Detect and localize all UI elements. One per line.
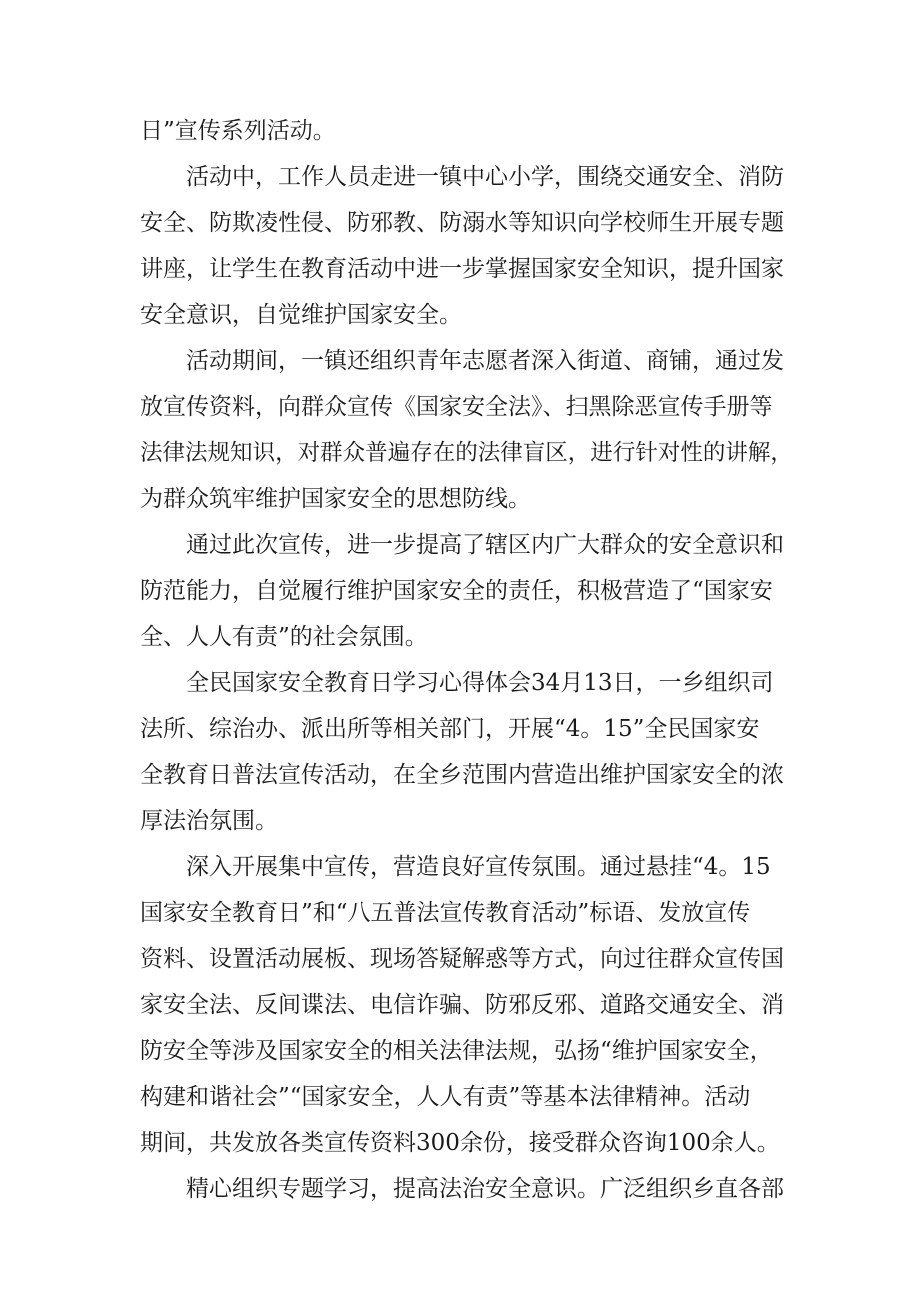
text-line: 资料、设置活动展板、现场答疑解惑等方式，向过往群众宣传国 [140, 946, 784, 972]
paragraph-start-line: 活动中，工作人员走进一镇中心小学，围绕交通安全、消防 [186, 164, 784, 190]
text-line: 全、人人有责”的社会氛围。 [140, 624, 428, 650]
text-line: 讲座，让学生在教育活动中进一步掌握国家安全知识，提升国家 [140, 256, 784, 282]
paragraph-start-line: 深入开展集中宣传，营造良好宣传氛围。通过悬挂“4。15 [186, 854, 771, 880]
text-line: 法律法规知识，对群众普遍存在的法律盲区，进行针对性的讲解， [140, 440, 793, 466]
paragraph-start-line: 通过此次宣传，进一步提高了辖区内广大群众的安全意识和 [186, 532, 784, 558]
text-line: 日”宣传系列活动。 [140, 118, 336, 144]
body-text [140, 108, 800, 1212]
text-line: 安全、防欺凌性侵、防邪教、防溺水等知识向学校师生开展专题 [140, 210, 784, 236]
paragraph-start-line: 活动期间，一镇还组织青年志愿者深入街道、商铺，通过发 [186, 348, 784, 374]
text-line: 构建和谐社会”“国家安全，人人有责”等基本法律精神。活动 [140, 1084, 751, 1110]
text-line: 家安全法、反间谍法、电信诈骗、防邪反邪、道路交通安全、消 [140, 992, 784, 1018]
text-line: 期间，共发放各类宣传资料300余份，接受群众咨询100余人。 [140, 1130, 780, 1156]
text-line: 放宣传资料，向群众宣传《国家安全法》、扫黑除恶宣传手册等 [140, 394, 773, 420]
text-line: 为群众筑牢维护国家安全的思想防线。 [140, 486, 531, 512]
text-line: 厚法治氛围。 [140, 808, 278, 834]
text-line: 安全意识，自觉维护国家安全。 [140, 302, 462, 328]
text-line: 防安全等涉及国家安全的相关法律法规，弘扬“维护国家安全， [140, 1038, 773, 1064]
text-line: 防范能力，自觉履行维护国家安全的责任，积极营造了“国家安 [140, 578, 773, 604]
paragraph-start-line: 全民国家安全教育日学习心得体会34月13日，一乡组织司 [186, 670, 774, 696]
paragraph-start-line: 精心组织专题学习，提高法治安全意识。广泛组织乡直各部 [186, 1176, 784, 1202]
text-line: 国家安全教育日”和“八五普法宣传教育活动”标语、发放宣传 [140, 900, 751, 926]
text-line: 全教育日普法宣传活动，在全乡范围内营造出维护国家安全的浓 [140, 762, 784, 788]
text-line: 法所、综治办、派出所等相关部门，开展“4。15”全民国家安 [140, 716, 760, 742]
